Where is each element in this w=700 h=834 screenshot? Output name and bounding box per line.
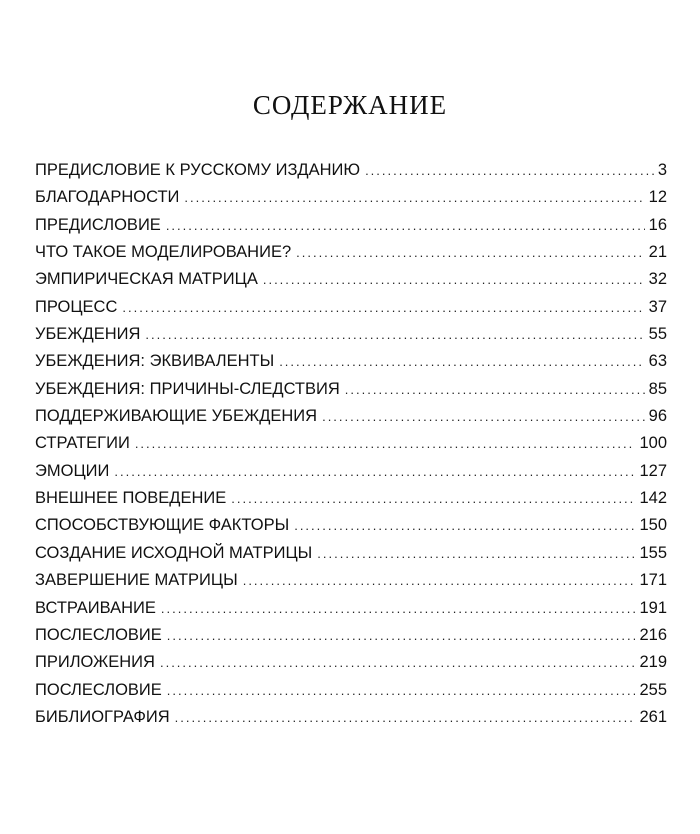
toc-entry [35,294,667,321]
toc-entry-page: 219 [639,653,667,672]
dot-leader [317,540,635,567]
table-of-contents [35,157,667,731]
toc-entry-page: 21 [648,243,667,262]
toc-entry-page: 96 [648,407,667,426]
toc-entry-page: 55 [648,325,667,344]
toc-entry [35,622,667,649]
dot-leader [160,649,636,676]
dot-leader [322,403,645,430]
dot-leader [122,294,644,321]
toc-entry [35,321,667,348]
dot-leader [279,348,644,375]
toc-entry-title: УБЕЖДЕНИЯ: ЭКВИВАЛЕНТЫ [35,352,275,371]
toc-entry-page: 85 [648,379,667,398]
dot-leader [166,212,645,239]
toc-entry [35,540,667,567]
toc-entry-title: ПРЕДИСЛОВИЕ К РУССКОМУ ИЗДАНИЮ [35,161,361,179]
toc-entry-title: ПОДДЕРЖИВАЮЩИЕ УБЕЖДЕНИЯ [35,407,318,426]
toc-entry [35,567,667,594]
toc-entry [35,184,667,211]
toc-entry-page: 261 [639,707,667,726]
toc-entry-title: СТРАТЕГИИ [35,434,130,453]
toc-entry-title: ПРЕДИСЛОВИЕ [35,215,161,234]
toc-entry-title: ЗАВЕРШЕНИЕ МАТРИЦЫ [35,571,238,590]
dot-leader [145,321,644,348]
dot-leader [345,376,645,403]
toc-entry-title: БЛАГОДАРНОСТИ [35,188,180,207]
dot-leader [167,677,636,704]
toc-entry [35,649,667,676]
toc-entry [35,403,667,430]
dot-leader [135,430,636,457]
toc-entry-page: 155 [639,543,667,562]
toc-entry-title: УБЕЖДЕНИЯ: ПРИЧИНЫ-СЛЕДСТВИЯ [35,379,340,398]
toc-entry-page: 127 [639,461,667,480]
toc-entry [35,677,667,704]
toc-entry-page: 150 [639,516,667,535]
toc-entry-page: 12 [648,188,667,207]
toc-entry [35,704,667,731]
toc-entry [35,212,667,239]
toc-entry-title: ВНЕШНЕЕ ПОВЕДЕНИЕ [35,489,227,508]
dot-leader [114,458,635,485]
toc-entry-title: ПРОЦЕСС [35,297,118,316]
toc-entry-page: 100 [639,434,667,453]
toc-entry-page: 216 [639,625,667,644]
toc-entry-title: СПОСОБСТВУЮЩИЕ ФАКТОРЫ [35,516,290,535]
dot-leader [184,184,644,211]
toc-entry [35,485,667,512]
toc-entry-title: УБЕЖДЕНИЯ [35,325,141,344]
toc-entry-title: ПОСЛЕСЛОВИЕ [35,680,162,699]
toc-entry-page: 171 [639,571,667,590]
dot-leader [243,567,636,594]
toc-entry [35,157,667,184]
dot-leader [263,266,645,293]
toc-entry-title: ПОСЛЕСЛОВИЕ [35,625,162,644]
toc-entry [35,348,667,375]
toc-entry [35,266,667,293]
toc-entry [35,376,667,403]
dot-leader [231,485,635,512]
dot-leader [175,704,636,731]
toc-entry-page: 142 [639,489,667,508]
dot-leader [365,157,654,184]
toc-entry-title: ЭМОЦИИ [35,461,110,480]
toc-entry-page: 32 [648,270,667,289]
toc-entry-page: 16 [648,215,667,234]
toc-entry-title: ЭМПИРИЧЕСКАЯ МАТРИЦА [35,270,258,289]
toc-entry [35,595,667,622]
toc-entry-title: ВСТРАИВАНИЕ [35,598,156,617]
toc-entry [35,512,667,539]
toc-entry-page: 255 [639,680,667,699]
dot-leader [294,512,635,539]
dot-leader [167,622,636,649]
toc-entry-page: 191 [639,598,667,617]
toc-entry-page: 63 [648,352,667,371]
dot-leader [161,595,636,622]
toc-entry-page: 3 [657,161,667,179]
page-title: СОДЕРЖАНИЕ [252,90,448,120]
dot-leader [296,239,645,266]
toc-entry [35,458,667,485]
toc-entry-page: 37 [648,297,667,316]
toc-entry-title: БИБЛИОГРАФИЯ [35,707,170,726]
toc-entry-title: СОЗДАНИЕ ИСХОДНОЙ МАТРИЦЫ [35,543,313,562]
toc-entry [35,239,667,266]
toc-entry-title: ПРИЛОЖЕНИЯ [35,653,155,672]
toc-entry [35,430,667,457]
toc-entry-title: ЧТО ТАКОЕ МОДЕЛИРОВАНИЕ? [35,243,292,262]
